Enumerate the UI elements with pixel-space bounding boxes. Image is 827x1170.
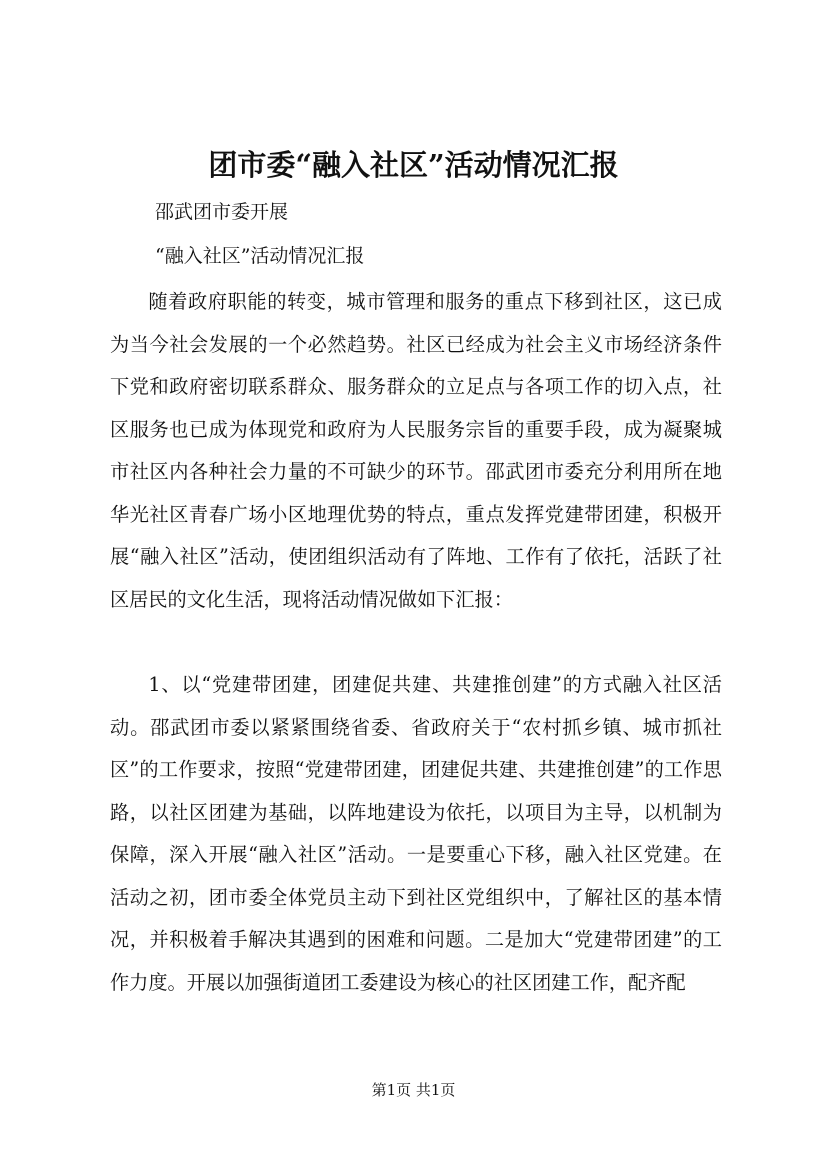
body-paragraph-2: 1、以“党建带团建，团建促共建、共建推创建”的方式融入社区活动。邵武团市委以紧紧围绕省委、省政府关于“农村抓乡镇、城市抓社区”的工作要求，按照“党建带团建，团建促共建、共建推创建”的工作思路，以社区团建为基础，以阵地建设为依托，以项目为主导，以机制为保障，深入开展“融入社区”活动。一是要重心下移，融入社区党建。在活动之初，团市委全体党员主动下到社区党组织中，了解社区的基本情况，并积极着手解决其遇到的困难和问题。二是加大“党建带团建”的工作力度。开展以加强街道团工委建设为核心的社区团建工作，配齐配 [110,673,722,994]
document-title: 团市委“融入社区”活动情况汇报 [208,148,619,182]
subtitle-line-1: 邵武团市委开展 [155,201,289,223]
subtitle-line-2: “融入社区”活动情况汇报 [155,245,365,267]
page-footer: 第1页 共1页 [371,1081,456,1099]
body-paragraph-1: 随着政府职能的转变，城市管理和服务的重点下移到社区，这已成为当今社会发展的一个必然趋势。社区已经成为社会主义市场经济条件下党和政府密切联系群众、服务群众的立足点与各项工作的切入点，社区服务也已成为体现党和政府为人民服务宗旨的重要手段，成为凝聚城市社区内各种社会力量的不可缺少的环节。邵武团市委充分利用所在地华光社区青春广场小区地理优势的特点，重点发挥党建带团建，积极开展“融入社区”活动，使团组织活动有了阵地、工作有了依托，活跃了社区居民的文化生活，现将活动情况做如下汇报： [110,290,722,611]
